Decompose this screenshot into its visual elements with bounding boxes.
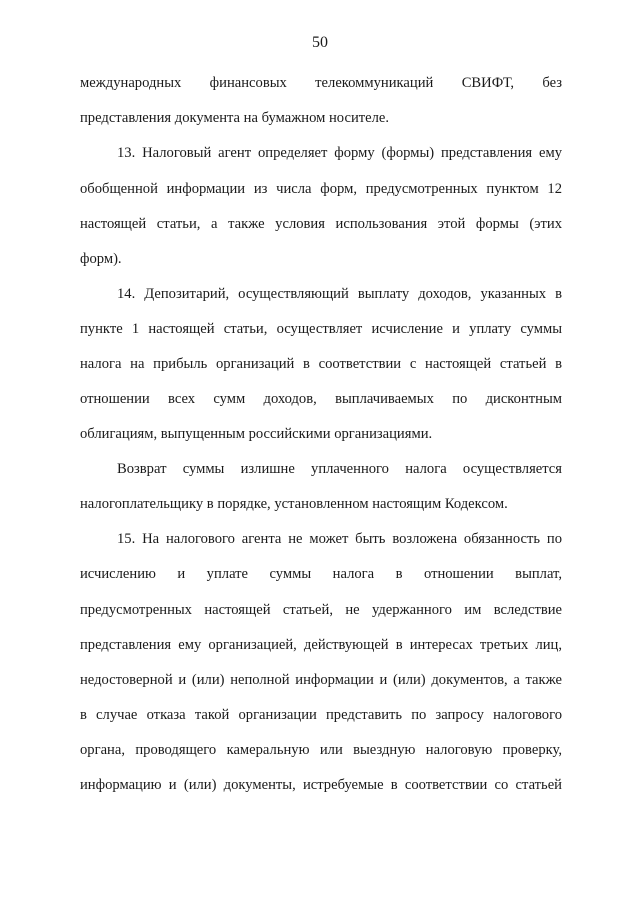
text-line: 13. Налоговый агент определяет форму (формы) представления ему bbox=[117, 145, 562, 161]
text-line: настоящей статьи, а также условия использования этой формы (этих bbox=[80, 216, 562, 232]
text-line: представления документа на бумажном носителе. bbox=[80, 110, 390, 126]
text-line: информацию и (или) документы, истребуемые в соответствии со статьей bbox=[80, 777, 562, 793]
text-line: 15. На налогового агента не может быть возложена обязанность по bbox=[117, 531, 562, 547]
text-line: предусмотренных настоящей статьей, не удержанного им вследствие bbox=[80, 602, 562, 618]
text-line: недостоверной и (или) неполной информации и (или) документов, а также bbox=[80, 672, 562, 688]
page-number: 50 bbox=[312, 34, 328, 51]
text-line: 14. Депозитарий, осуществляющий выплату доходов, указанных в bbox=[117, 286, 562, 302]
text-line: налога на прибыль организаций в соответствии с настоящей статьей в bbox=[80, 356, 562, 372]
text-line: отношении всех сумм доходов, выплачиваемых по дисконтным bbox=[80, 391, 562, 407]
text-line: представления ему организацией, действующей в интересах третьих лиц, bbox=[80, 637, 562, 653]
text-line: форм). bbox=[80, 251, 122, 267]
text-line: Возврат суммы излишне уплаченного налога осуществляется bbox=[117, 461, 562, 477]
text-line: обобщенной информации из числа форм, предусмотренных пунктом 12 bbox=[80, 181, 562, 197]
text-line: пункте 1 настоящей статьи, осуществляет исчисление и уплату суммы bbox=[80, 321, 562, 337]
text-line: исчислению и уплате суммы налога в отношении выплат, bbox=[80, 566, 562, 582]
text-line: в случае отказа такой организации представить по запросу налогового bbox=[80, 707, 562, 723]
text-line: органа, проводящего камеральную или выездную налоговую проверку, bbox=[80, 742, 562, 758]
text-line: международных финансовых телекоммуникаций СВИФТ, без bbox=[80, 75, 562, 91]
text-line: налогоплательщику в порядке, установленном настоящим Кодексом. bbox=[80, 496, 508, 512]
text-line: облигациям, выпущенным российскими организациями. bbox=[80, 426, 433, 442]
